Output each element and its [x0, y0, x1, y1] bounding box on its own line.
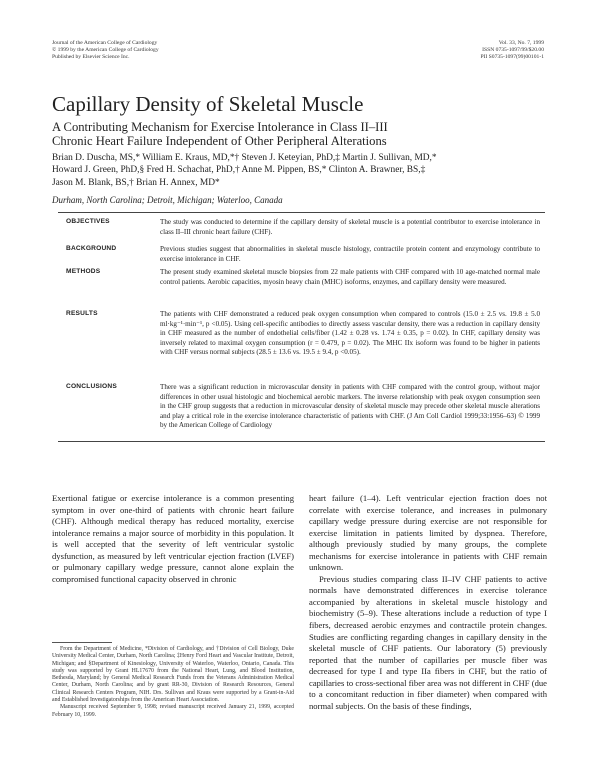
pii-line: PII S0735-1097(99)00101-1 [480, 54, 544, 60]
article-subtitle [52, 120, 388, 148]
conclusions-text: There was a significant reduction in microvascular density in patients with CHF compared with the control group, without major differences in other usual histologic and biochemical aerobic markers. The inverse relationship with peak oxygen consumption seen in the CHF group suggests that a reduction in microvascular density of skeletal muscle may precede other skeletal muscle alterations and play a critical role in the exercise intolerance characteristic of patients with CHF. (J Am Coll Cardiol 1999;33:1956–63) © 1999 by the American College of Cardiology [160, 383, 540, 430]
footnote-manuscript-dates: Manuscript received September 9, 1998; revised manuscript received January 21, 1999, accepted February 10, 1999. [52, 704, 294, 718]
journal-header [52, 40, 159, 61]
publisher-line: Published by Elsevier Science Inc. [52, 54, 130, 60]
article-title: Capillary Density of Skeletal Muscle [52, 92, 364, 116]
issn-line: ISSN 0735-1097/99/$20.00 [482, 47, 544, 53]
authors-line-2: Howard J. Green, PhD,§ Fred H. Schachat, PhD,† Anne M. Pippen, BS,* Clinton A. Brawner, BS,‡ [52, 165, 426, 176]
abstract-box [58, 212, 545, 442]
results-text: The patients with CHF demonstrated a reduced peak oxygen consumption when compared to controls (15.0 ± 2.5 vs. 19.8 ± 5.0 ml·kg⁻¹·min⁻¹, p <0.05). Using cell-specific antibodies to directly assess vascular density, there was a reduction in capillary density in CHF measured as the number of endothelial cells/fiber (1.42 ± 0.28 vs. 1.74 ± 0.35, p = 0.02). In CHF, capillary density was inversely related to maximal oxygen consumption (r = 0.479, p = 0.02). The MHC IIx isoform was found to be higher in patients with CHF versus normal subjects (28.5 ± 13.6 vs. 19.5 ± 9.4, p <0.05). [160, 310, 540, 357]
issue-info [480, 40, 544, 61]
objectives-label: OBJECTIVES [66, 218, 110, 225]
methods-text: The present study examined skeletal muscle biopsies from 22 male patients with CHF compared with 10 age-matched normal male control patients. Aerobic capacities, myosin heavy chain (MHC) isoforms, enzymes, and capillary density were measured. [160, 268, 540, 286]
body-right-paragraph-1: heart failure (1–4). Left ventricular ejection fraction does not correlate with exercise tolerance, and increases in pulmonary capillary wedge pressure during exercise are not responsible for exercise limitation in patients limited by dyspnea. Therefore, although previously studied by many groups, the complete mechanisms for exercise intolerance in patients with CHF remain unknown. [309, 493, 547, 573]
affiliations: Durham, North Carolina; Detroit, Michigan; Waterloo, Canada [52, 195, 283, 205]
footnote [52, 646, 294, 719]
volume-line: Vol. 33, No. 7, 1999 [498, 40, 544, 46]
conclusions-label: CONCLUSIONS [66, 383, 117, 390]
subtitle-line-1: A Contributing Mechanism for Exercise Intolerance in Class II–III [52, 120, 388, 134]
objectives-text: The study was conducted to determine if the capillary density of skeletal muscle is a potential contributor to exercise intolerance in class II–III chronic heart failure (CHF). [160, 218, 540, 236]
footnote-affiliations: From the Department of Medicine, *Division of Cardiology, and †Division of Cell Biology, Duke University Medical Center, Durham, North Carolina; ‡Henry Ford Heart and Vascular Institute, Detroit, Michigan; and §Department of Kinesiology, University of Waterloo, Waterloo, Ontario, Canada. This study was supported by Grant HL17670 from the National Heart, Lung, and Blood Institution, Bethesda, Maryland; by General Medical Research Funds from the Veterans Administration Medical Center, Durham, North Carolina; and by grant RR-30, Division of Research Resources, General Clinical Research Centers Program, NIH. Drs. Sullivan and Kraus were supported by a Grant-in-Aid and Established Investigatorships from the American Heart Association. [52, 646, 294, 704]
author-list [52, 152, 552, 189]
authors-line-3: Jason M. Blank, BS,† Brian H. Annex, MD* [52, 177, 220, 188]
subtitle-line-2: Chronic Heart Failure Independent of Other Peripheral Alterations [52, 134, 387, 148]
background-text: Previous studies suggest that abnormalities in skeletal muscle histology, contractile protein content and enzymology contribute to exercise intolerance in CHF. [160, 245, 540, 263]
results-label: RESULTS [66, 310, 98, 317]
copyright-line: © 1999 by the American College of Cardiology [52, 47, 159, 53]
footnote-divider [52, 642, 112, 643]
body-right-paragraph-2: Previous studies comparing class II–IV CHF patients to active normals have demonstrated differences in exercise tolerance accompanied by alterations in skeletal muscle histology and biochemistry (5–9). These alterations include a reduction of type I fibers, decreased aerobic enzymes and contractile protein changes. Studies are conflicting regarding changes in capillary density in the skeletal muscle of CHF patients. Our laboratory (5) previously reported that the number of capillaries per muscle fiber was decreased for type I and type IIa fibers in CHF, but the ratio of capillaries to cross-sectional fiber area was not different in CHF (due to a concomitant reduction in fiber diameter) when compared with normal subjects. On the basis of these findings, [309, 573, 547, 711]
body-left-paragraph: Exertional fatigue or exercise intolerance is a common presenting symptom in over one-third of patients with chronic heart failure (CHF). Although medical therapy has reduced mortality, exercise intolerance remains a major source of morbidity in this population. It is well accepted that the severity of left ventricular systolic dysfunction, as measured by left ventricular ejection fraction (LVEF) or pulmonary capillary wedge pressure, cannot alone explain the compromised functional capacity observed in chronic [52, 493, 294, 584]
body-right-column [309, 493, 547, 712]
authors-line-1: Brian D. Duscha, MS,* William E. Kraus, MD,*† Steven J. Keteyian, PhD,‡ Martin J. Sullivan, MD,* [52, 153, 437, 163]
methods-label: METHODS [66, 268, 101, 275]
journal-name: Journal of the American College of Cardiology [52, 40, 158, 46]
background-label: BACKGROUND [66, 245, 117, 252]
